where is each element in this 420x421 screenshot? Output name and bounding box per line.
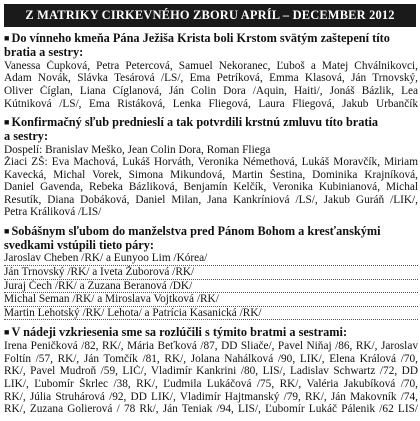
square-bullet-icon: ■ xyxy=(4,326,10,337)
list-line: Kútniková /LS/, Ema Ristáková, Lenka Fliegová, Laura Fliegová, Jakub Urbančík xyxy=(4,97,418,110)
page-title: Z MATRIKY CIRKEVNÉHO ZBORU APRÍL – DECEMBER 2012 xyxy=(4,4,416,27)
list-line: Michal Seman /RK/ a Miroslava Vojtková /RK/ xyxy=(4,293,418,307)
list-line: Juraj Čech /RK/ a Zuzana Beranová /DK/ xyxy=(4,280,418,294)
list-line: Kavecká, Michal Vorek, Simona Mikundová, Martin Šestina, Dominika Krajníková, xyxy=(4,168,418,181)
section-funerals xyxy=(4,326,418,416)
list-line: RK/, Júlia Struhárová /92, DD LIK/, Vladimír Hajtmanský /79, RK/, Ján Makovník /74, xyxy=(4,390,418,403)
list-line: Ján Trnovský /RK/ a Iveta Žuborová /RK/ xyxy=(4,266,418,280)
heading-line: Konfirmačný sľub prednieslí a tak potvrdili krstnú zmluvu títo bratia xyxy=(11,114,379,129)
section-heading xyxy=(4,326,418,340)
list-line: RK/, Pavel Mudroň /59, LIČ/, Vladimír Kankrini /80, LIS/, Ladislav Schwartz /72, DD xyxy=(4,365,418,378)
section-confirmations xyxy=(4,116,418,219)
heading-line: Do vínneho kmeňa Pána Ježiša Krista boli Krstom svätým zaštepení títo xyxy=(11,31,390,45)
heading-line: svedkami vstúpili tieto páry: xyxy=(4,237,154,252)
list-line: Jaroslav Cheben /RK/ a Eunyoo Lim /Kórea/ xyxy=(4,252,418,266)
matrika-content xyxy=(4,32,418,421)
list-line: Petra Králiková /LIS/ xyxy=(4,206,102,219)
list-line: Adam Novák, Slávka Tesárová /LS/, Ema Petríková, Emma Klasová, Ján Trnovský, xyxy=(4,72,418,85)
list-line: RK/, Zuzana Golierová / 78 Rk/, Ján Teniak /94, LIS/, Ľubomír Lukáč Pálenik /62 LIS/ xyxy=(4,403,418,416)
section-baptisms xyxy=(4,32,418,110)
section-heading xyxy=(4,116,418,130)
square-bullet-icon: ■ xyxy=(4,225,10,236)
list-line: Dospelí: Branislav Meško, Jean Colin Dora, Roman Fliega xyxy=(4,143,271,156)
heading-line: a sestry: xyxy=(4,129,49,144)
heading-line: Sobášnym sľubom do manželstva pred Pánom Bohom a kresťanskými xyxy=(11,223,381,238)
heading-line: bratia a sestry: xyxy=(4,45,84,60)
section-weddings xyxy=(4,225,418,321)
list-line: Oliver Číglan, Liana Cíglanová, Ján Colin Dora /Aquin, Haiti/, Jonáš Bázlik, Lea xyxy=(4,85,418,97)
list-line: Irena Peničková /82, RK/, Mária Beťková /87, DD Sliače/, Pavel Niňaj /86, RK/, Jaroslav xyxy=(4,340,418,353)
list-line: Foltín /57, RK/, Ján Tomčík /81, RK/, Jolana Nahálková /90, LIK/, Elena Králová /70, xyxy=(4,352,418,365)
list-line: Martin Lehotský /RK/ Lehota/ a Patrícia Kasanická /RK/ xyxy=(4,307,418,321)
list-line: Daniel Gavenda, Rebeka Bázliková, Benjamín Kelčík, Veronika Kubinianová, Michal xyxy=(4,181,418,194)
section-heading xyxy=(4,32,418,46)
square-bullet-icon: ■ xyxy=(4,116,10,127)
heading-line: V nádeji vzkriesenia sme sa rozlúčili s týmito bratmi a sestrami: xyxy=(11,324,348,339)
list-line: Žiaci ZŠ: Eva Machová, Lukáš Horváth, Veronika Némethová, Lukáš Moravčík, Miriam xyxy=(4,156,418,169)
square-bullet-icon: ■ xyxy=(4,33,10,43)
list-line: Vanessa Čupková, Petra Petercová, Samuel Nekoranec, Ľuboš a Matej Chválnikovci, xyxy=(4,59,418,72)
list-line: Resutík, Diana Dobáková, Daniel Milan, Jana Kankríniová /LS/, Jakub Guráň /LIK/, xyxy=(4,193,418,206)
list-line: LIK/, Ľubomír Škrlec /38, RK/, Ľudmila Lukáčová /75, RK/, Valéria Jakubíková /70, xyxy=(4,378,418,391)
section-heading xyxy=(4,225,418,239)
